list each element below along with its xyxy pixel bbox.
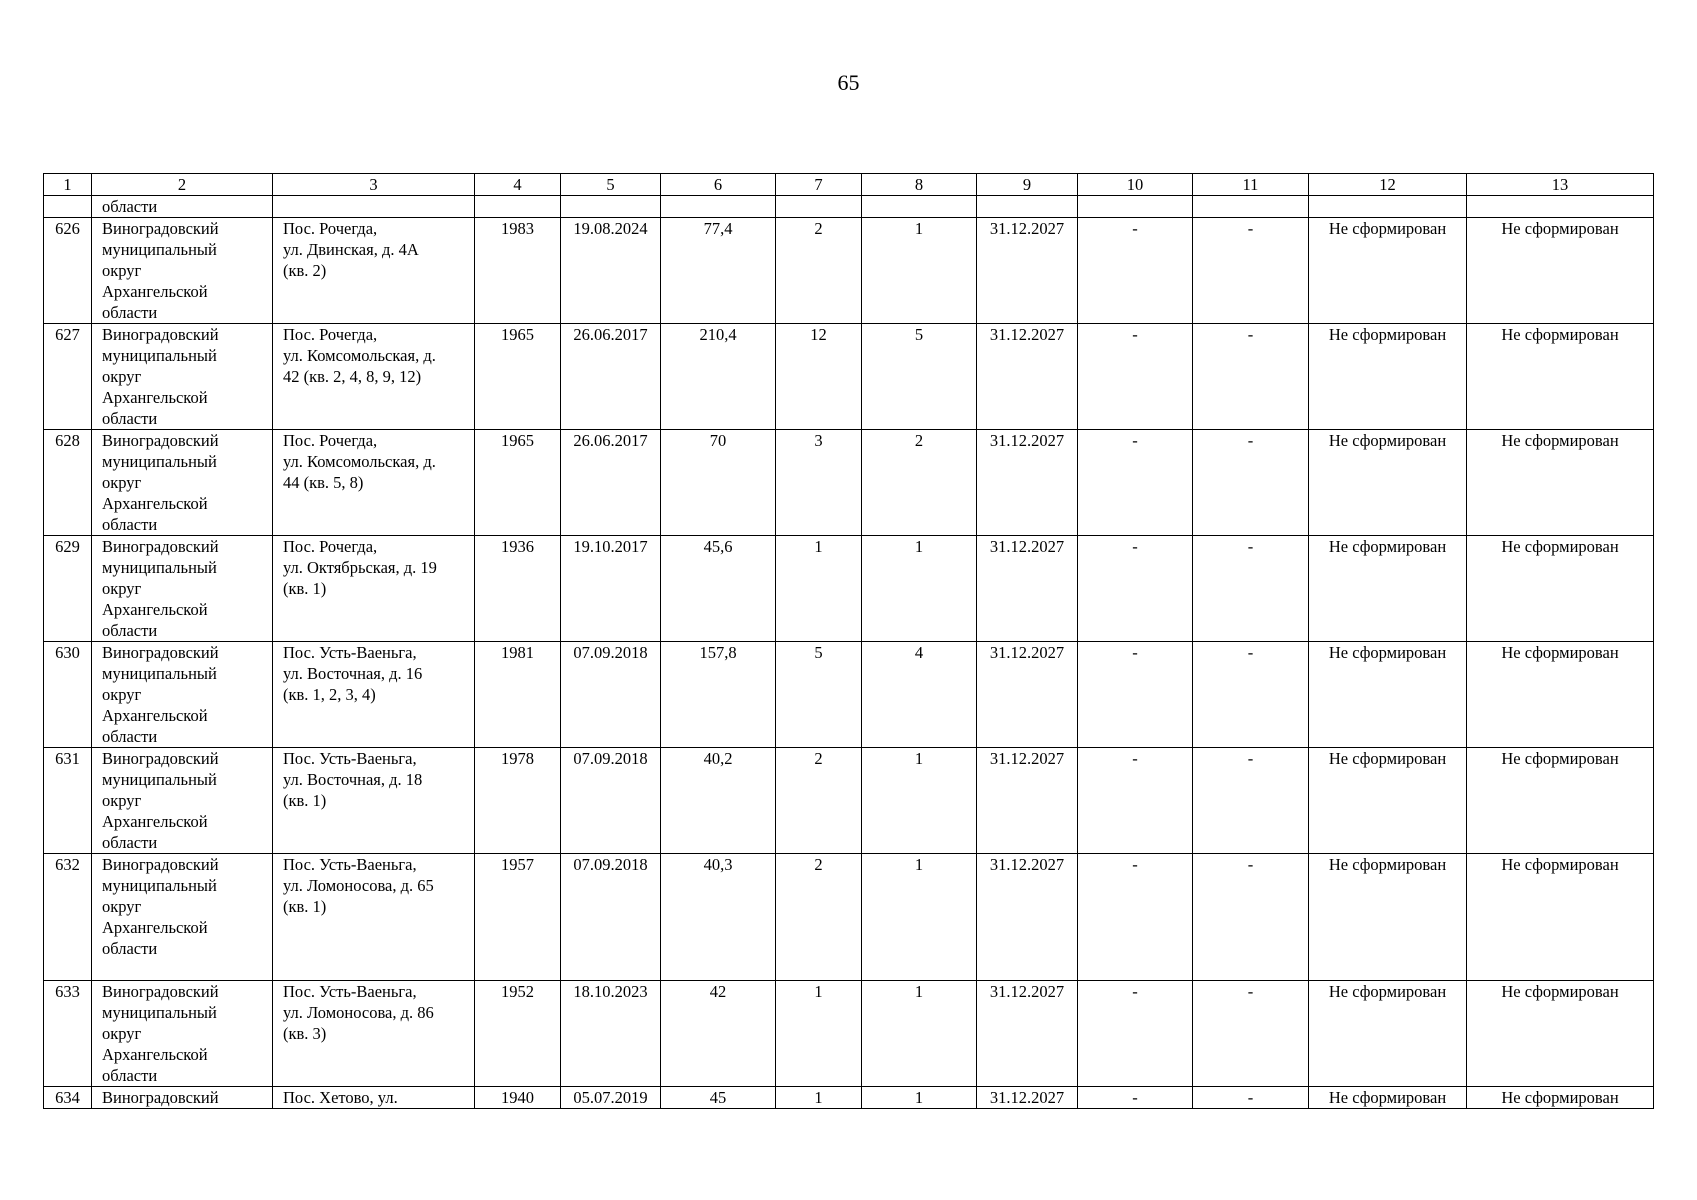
date-cell: 26.06.2017 [561, 324, 661, 430]
status-cell: Не сформирован [1309, 324, 1467, 430]
year-cell: 1936 [475, 536, 561, 642]
residents-cell: 12 [776, 324, 862, 430]
owner-line: области [102, 409, 158, 428]
year-cell: 1965 [475, 324, 561, 430]
date-cell: 19.08.2024 [561, 218, 661, 324]
status-cell: Не сформирован [1309, 642, 1467, 748]
residents-cell: 2 [776, 218, 862, 324]
table-row [44, 218, 1654, 324]
owner-cell [92, 324, 273, 430]
deadline-cell: 31.12.2027 [977, 748, 1078, 854]
owner-line: Виноградовский [102, 643, 219, 662]
residents-cell: 1 [776, 536, 862, 642]
col11-cell: - [1193, 430, 1309, 536]
column-header: 8 [862, 174, 977, 196]
status-cell: Не сформирован [1309, 748, 1467, 854]
deadline-cell: 31.12.2027 [977, 218, 1078, 324]
column-header: 7 [776, 174, 862, 196]
address-line: Пос. Рочегда, [283, 325, 378, 344]
owner-line: округ [102, 1024, 142, 1043]
area-cell: 45 [661, 1087, 776, 1109]
residents-cell: 1 [776, 1087, 862, 1109]
address-cell [273, 430, 475, 536]
owner-line: Архангельской [102, 494, 208, 513]
table-row [44, 536, 1654, 642]
address-line: ул. Ломоносова, д. 86 [283, 1003, 434, 1022]
owner-line: округ [102, 473, 142, 492]
area-cell: 70 [661, 430, 776, 536]
owner-line: Виноградовский [102, 749, 219, 768]
date-cell: 07.09.2018 [561, 854, 661, 981]
address-cell [273, 536, 475, 642]
address-line: (кв. 1) [283, 579, 327, 598]
address-line: Пос. Рочегда, [283, 431, 378, 450]
column-header: 12 [1309, 174, 1467, 196]
owner-line: области [102, 939, 158, 958]
owner-continuation: области [92, 196, 273, 218]
year-cell: 1952 [475, 981, 561, 1087]
apartments-cell: 1 [862, 981, 977, 1087]
owner-line: области [102, 303, 158, 322]
address-line: (кв. 1, 2, 3, 4) [283, 685, 376, 704]
deadline-cell: 31.12.2027 [977, 1087, 1078, 1109]
owner-line: округ [102, 579, 142, 598]
owner-line: области [102, 515, 158, 534]
address-line: Пос. Рочегда, [283, 219, 378, 238]
address-line: (кв. 1) [283, 897, 327, 916]
apartments-cell: 4 [862, 642, 977, 748]
housing-registry-table [43, 173, 1654, 1109]
col11-cell: - [1193, 536, 1309, 642]
owner-cell [92, 218, 273, 324]
table-row [44, 324, 1654, 430]
address-line: ул. Восточная, д. 18 [283, 770, 423, 789]
residents-cell: 3 [776, 430, 862, 536]
row-number: 632 [44, 854, 92, 981]
owner-line: Виноградовский [102, 219, 219, 238]
row-number: 630 [44, 642, 92, 748]
column-header: 1 [44, 174, 92, 196]
owner-line: Архангельской [102, 600, 208, 619]
address-cell [273, 218, 475, 324]
status-cell: Не сформирован [1309, 1087, 1467, 1109]
col10-cell: - [1078, 748, 1193, 854]
col10-cell: - [1078, 642, 1193, 748]
year-cell: 1983 [475, 218, 561, 324]
apartments-cell: 1 [862, 218, 977, 324]
owner-line: муниципальный [102, 664, 217, 683]
owner-line: Архангельской [102, 1045, 208, 1064]
column-number-row [44, 174, 1654, 196]
owner-line: Архангельской [102, 812, 208, 831]
year-cell: 1981 [475, 642, 561, 748]
deadline-cell: 31.12.2027 [977, 642, 1078, 748]
status-cell: Не сформирован [1309, 981, 1467, 1087]
column-header: 3 [273, 174, 475, 196]
status-cell: Не сформирован [1467, 1087, 1654, 1109]
owner-cell [92, 430, 273, 536]
area-cell: 42 [661, 981, 776, 1087]
col11-cell: - [1193, 854, 1309, 981]
column-header: 5 [561, 174, 661, 196]
status-cell: Не сформирован [1467, 218, 1654, 324]
address-line: ул. Двинская, д. 4А [283, 240, 419, 259]
col10-cell: - [1078, 324, 1193, 430]
deadline-cell: 31.12.2027 [977, 981, 1078, 1087]
date-cell: 19.10.2017 [561, 536, 661, 642]
row-number: 627 [44, 324, 92, 430]
status-cell: Не сформирован [1309, 218, 1467, 324]
date-cell: 26.06.2017 [561, 430, 661, 536]
row-number: 628 [44, 430, 92, 536]
year-cell: 1957 [475, 854, 561, 981]
owner-line: Виноградовский [102, 855, 219, 874]
owner-line: Архангельской [102, 282, 208, 301]
status-cell: Не сформирован [1467, 536, 1654, 642]
address-line: Пос. Усть-Ваеньга, [283, 749, 417, 768]
row-number: 634 [44, 1087, 92, 1109]
deadline-cell: 31.12.2027 [977, 854, 1078, 981]
col11-cell: - [1193, 218, 1309, 324]
status-cell: Не сформирован [1467, 430, 1654, 536]
address-line: ул. Октябрьская, д. 19 [283, 558, 437, 577]
residents-cell: 2 [776, 854, 862, 981]
status-cell: Не сформирован [1309, 536, 1467, 642]
owner-line: области [102, 621, 158, 640]
address-line: Пос. Усть-Ваеньга, [283, 855, 417, 874]
address-line: 44 (кв. 5, 8) [283, 473, 364, 492]
column-header: 6 [661, 174, 776, 196]
col11-cell: - [1193, 981, 1309, 1087]
deadline-cell: 31.12.2027 [977, 430, 1078, 536]
owner-line: области [102, 833, 158, 852]
continuation-row [44, 196, 1654, 218]
address-cell [273, 748, 475, 854]
owner-line: округ [102, 897, 142, 916]
address-line: ул. Ломоносова, д. 65 [283, 876, 434, 895]
table-row [44, 748, 1654, 854]
address-cell [273, 981, 475, 1087]
area-cell: 157,8 [661, 642, 776, 748]
year-cell: 1940 [475, 1087, 561, 1109]
address-line: ул. Восточная, д. 16 [283, 664, 423, 683]
col11-cell: - [1193, 1087, 1309, 1109]
table-row [44, 430, 1654, 536]
owner-line: муниципальный [102, 558, 217, 577]
status-cell: Не сформирован [1467, 324, 1654, 430]
col10-cell: - [1078, 1087, 1193, 1109]
owner-line: муниципальный [102, 876, 217, 895]
owner-line: муниципальный [102, 452, 217, 471]
address-line: Пос. Усть-Ваеньга, [283, 982, 417, 1001]
date-cell: 07.09.2018 [561, 642, 661, 748]
address-line: Пос. Усть-Ваеньга, [283, 643, 417, 662]
owner-line: Архангельской [102, 918, 208, 937]
col10-cell: - [1078, 981, 1193, 1087]
date-cell: 07.09.2018 [561, 748, 661, 854]
apartments-cell: 1 [862, 1087, 977, 1109]
column-header: 4 [475, 174, 561, 196]
owner-line: Архангельской [102, 706, 208, 725]
owner-line: округ [102, 261, 142, 280]
column-header: 9 [977, 174, 1078, 196]
owner-line: Виноградовский [102, 325, 219, 344]
owner-cell [92, 642, 273, 748]
row-number: 631 [44, 748, 92, 854]
address-line: (кв. 1) [283, 791, 327, 810]
deadline-cell: 31.12.2027 [977, 324, 1078, 430]
year-cell: 1978 [475, 748, 561, 854]
table-row [44, 854, 1654, 981]
owner-cell [92, 854, 273, 981]
status-cell: Не сформирован [1467, 748, 1654, 854]
apartments-cell: 1 [862, 748, 977, 854]
owner-line: Виноградовский [102, 537, 219, 556]
owner-line: муниципальный [102, 770, 217, 789]
residents-cell: 1 [776, 981, 862, 1087]
table-row [44, 981, 1654, 1087]
address-line: Пос. Рочегда, [283, 537, 378, 556]
apartments-cell: 1 [862, 536, 977, 642]
apartments-cell: 2 [862, 430, 977, 536]
owner-line: округ [102, 685, 142, 704]
owner-line: муниципальный [102, 346, 217, 365]
owner-cell [92, 748, 273, 854]
col10-cell: - [1078, 218, 1193, 324]
table-row [44, 1087, 1654, 1109]
residents-cell: 5 [776, 642, 862, 748]
col10-cell: - [1078, 854, 1193, 981]
col10-cell: - [1078, 430, 1193, 536]
owner-cell [92, 981, 273, 1087]
table-row [44, 642, 1654, 748]
area-cell: 45,6 [661, 536, 776, 642]
status-cell: Не сформирован [1467, 854, 1654, 981]
owner-line: округ [102, 791, 142, 810]
area-cell: 40,3 [661, 854, 776, 981]
row-number: 629 [44, 536, 92, 642]
address-line: (кв. 3) [283, 1024, 327, 1043]
area-cell: 210,4 [661, 324, 776, 430]
address-line: 42 (кв. 2, 4, 8, 9, 12) [283, 367, 422, 386]
deadline-cell: 31.12.2027 [977, 536, 1078, 642]
address-line: (кв. 2) [283, 261, 327, 280]
column-header: 11 [1193, 174, 1309, 196]
owner-line: Виноградовский [102, 431, 219, 450]
column-header: 13 [1467, 174, 1654, 196]
col11-cell: - [1193, 748, 1309, 854]
apartments-cell: 5 [862, 324, 977, 430]
owner-line: Виноградовский [102, 982, 219, 1001]
year-cell: 1965 [475, 430, 561, 536]
apartments-cell: 1 [862, 854, 977, 981]
date-cell: 05.07.2019 [561, 1087, 661, 1109]
status-cell: Не сформирован [1309, 854, 1467, 981]
address-cell [273, 854, 475, 981]
area-cell: 40,2 [661, 748, 776, 854]
status-cell: Не сформирован [1309, 430, 1467, 536]
owner-line: муниципальный [102, 240, 217, 259]
owner-line: Виноградовский [102, 1088, 219, 1107]
area-cell: 77,4 [661, 218, 776, 324]
owner-line: области [102, 1066, 158, 1085]
owner-line: муниципальный [102, 1003, 217, 1022]
column-header: 2 [92, 174, 273, 196]
address-line: Пос. Хетово, ул. [283, 1088, 398, 1107]
col10-cell: - [1078, 536, 1193, 642]
row-number: 626 [44, 218, 92, 324]
owner-cell [92, 536, 273, 642]
residents-cell: 2 [776, 748, 862, 854]
address-cell [273, 324, 475, 430]
date-cell: 18.10.2023 [561, 981, 661, 1087]
owner-line: округ [102, 367, 142, 386]
column-header: 10 [1078, 174, 1193, 196]
status-cell: Не сформирован [1467, 642, 1654, 748]
owner-line: Архангельской [102, 388, 208, 407]
col11-cell: - [1193, 324, 1309, 430]
address-cell [273, 642, 475, 748]
owner-line: области [102, 727, 158, 746]
col11-cell: - [1193, 642, 1309, 748]
status-cell: Не сформирован [1467, 981, 1654, 1087]
owner-cell [92, 1087, 273, 1109]
address-line: ул. Комсомольская, д. [283, 452, 436, 471]
address-line: ул. Комсомольская, д. [283, 346, 436, 365]
address-cell [273, 1087, 475, 1109]
page-number: 65 [837, 70, 860, 95]
row-number: 633 [44, 981, 92, 1087]
